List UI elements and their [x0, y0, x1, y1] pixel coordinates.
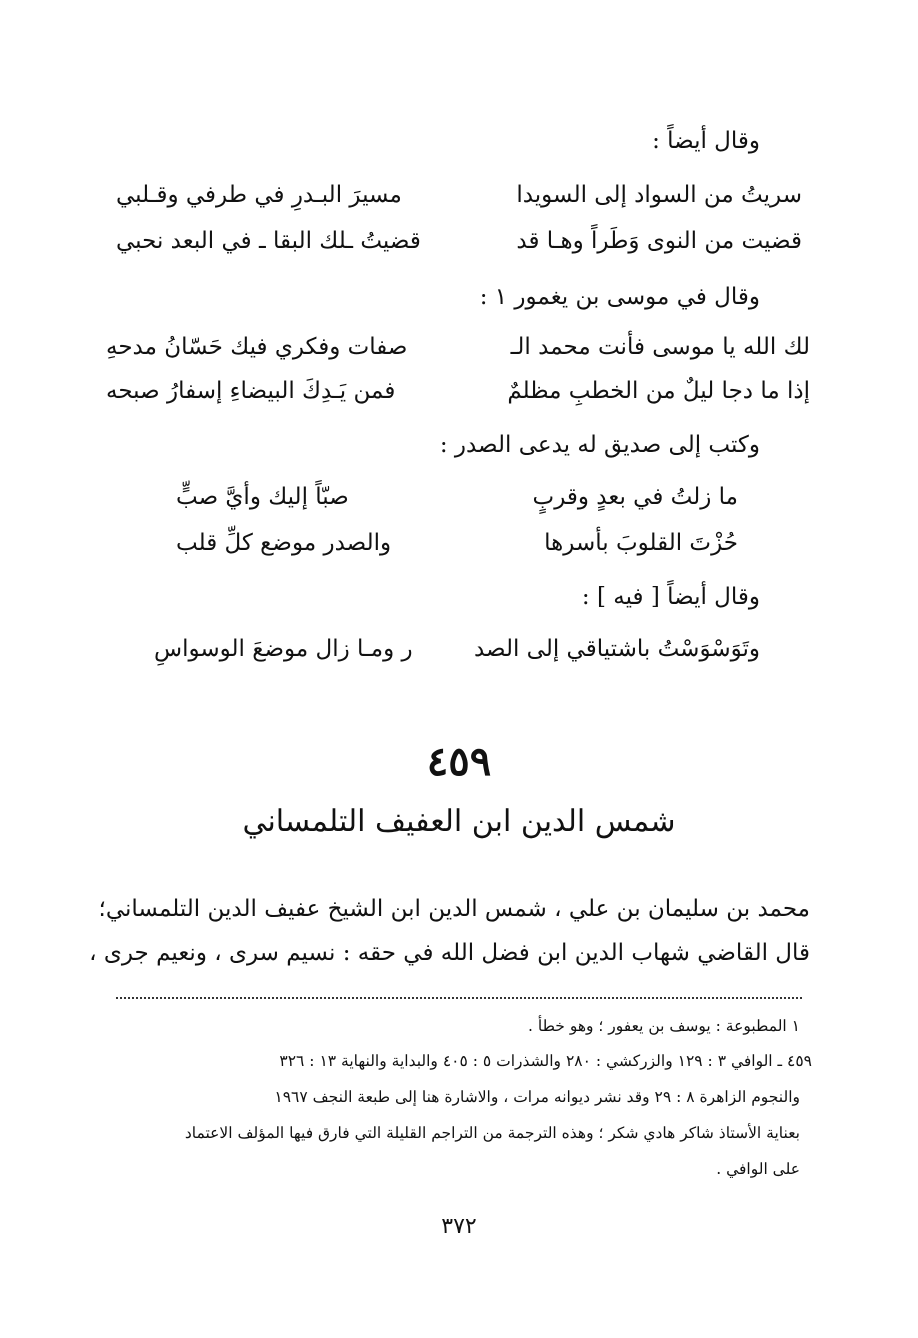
verse-right-hemistich: وتَوَسْوَسْتُ باشتياقي إلى الصد: [473, 636, 760, 662]
verse-right-hemistich: لك الله يا موسى فأنت محمد الـ: [510, 334, 810, 360]
verse-left-hemistich: مسيرَ البـدرِ في طرفي وقـلبي: [116, 182, 402, 208]
prose-line: محمد بن سليمان بن علي ، شمس الدين ابن الشيخ عفيف الدين التلمساني؛: [98, 896, 810, 922]
verse-left-hemistich: صفات وفكري فيك حَسّانُ مدحهِ: [106, 334, 408, 360]
verse-right-hemistich: ما زلتُ في بعدٍ وقربٍ: [532, 484, 738, 510]
footnote-line: على الوافي .: [716, 1160, 800, 1178]
entry-number: ٤٥٩: [426, 738, 492, 785]
entry-title: شمس الدين ابن العفيف التلمساني: [242, 804, 676, 839]
footnote-line: بعناية الأستاذ شاكر هادي شكر ؛ وهذه الترجمة من التراجم القليلة التي فارق فيها المؤلف الاعتماد: [184, 1124, 800, 1142]
verse-right-hemistich: سريتُ من السواد إلى السويدا: [516, 182, 802, 208]
intro-line: وكتب إلى صديق له يدعى الصدر :: [439, 432, 760, 458]
verse-left-hemistich: فمن يَـدِكَ البيضاءِ إسفارُ صبحه: [106, 378, 396, 404]
prose-line: قال القاضي شهاب الدين ابن فضل الله في حقه : نسيم سرى ، ونعيم جرى ،: [89, 940, 810, 966]
verse-right-hemistich: قضيت من النوى وَطَراً وهـا قد: [516, 228, 802, 254]
page-number: ٣٧٢: [441, 1214, 477, 1239]
verse-right-hemistich: إذا ما دجا ليلٌ من الخطبِ مظلمٌ: [507, 378, 810, 404]
verse-left-hemistich: صبّاً إليك وأيَّ صبٍّ: [176, 484, 349, 510]
footnote-line: والنجوم الزاهرة ٨ : ٢٩ وقد نشر ديوانه مرات ، والاشارة هنا إلى طبعة النجف ١٩٦٧: [274, 1088, 800, 1106]
footnote-separator: [116, 997, 802, 999]
verse-left-hemistich: ر ومـا زال موضعَ الوسواسِ: [154, 636, 413, 662]
intro-line: وقال أيضاً :: [652, 128, 760, 154]
verse-left-hemistich: والصدر موضع كلِّ قلب: [176, 530, 392, 556]
intro-line: وقال في موسى بن يغمور ١ :: [479, 284, 760, 310]
intro-line: وقال أيضاً [ فيه ] :: [581, 584, 760, 610]
footnote-line: ١ المطبوعة : يوسف بن يعفور ؛ وهو خطأ .: [528, 1017, 800, 1035]
verse-left-hemistich: قضيتُ ـلك البقا ـ في البعد نحبي: [116, 228, 421, 254]
verse-right-hemistich: حُزْتَ القلوبَ بأسرها: [544, 530, 738, 556]
footnote-line: ٤٥٩ ـ الوافي ٣ : ١٢٩ والزركشي : ٢٨٠ والشذرات ٥ : ٤٠٥ والبداية والنهاية ١٣ : ٣٢٦: [279, 1052, 812, 1070]
